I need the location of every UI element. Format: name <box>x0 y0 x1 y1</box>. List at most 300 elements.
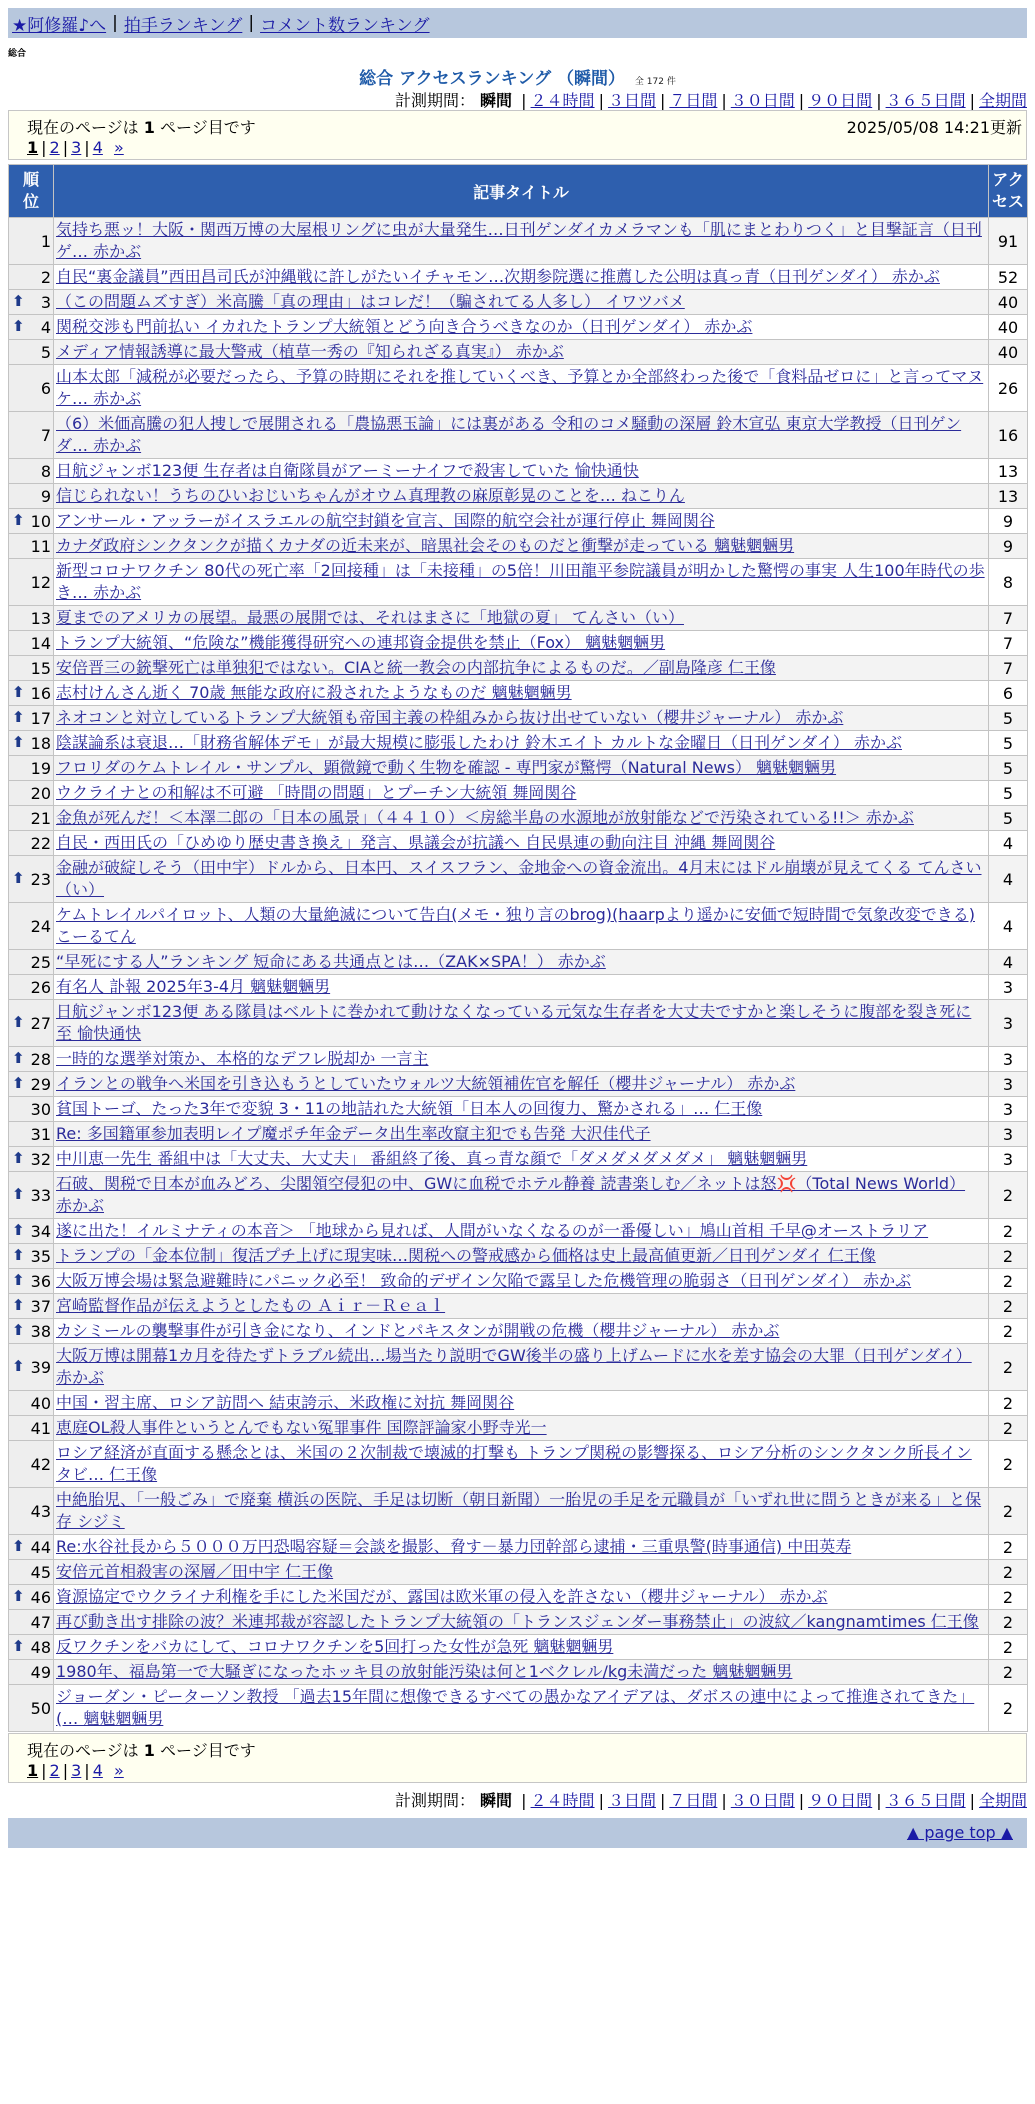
rank-cell <box>9 1560 54 1585</box>
article-link[interactable]: ウクライナとの和解は不可避 「時間の問題」とプーチン大統領 舞岡関谷 <box>56 783 577 802</box>
page-separator: | <box>84 138 90 157</box>
rank-cell <box>9 218 54 265</box>
title-cell <box>54 950 989 975</box>
rank-number: 45 <box>30 1562 51 1582</box>
title-cell <box>54 856 989 903</box>
page-link[interactable]: 4 <box>92 138 103 157</box>
article-link[interactable]: 貧国トーゴ、たった3年で変貌 3・11の地詰れた大統領「日本人の回復力、驚かされる」… 仁王像 <box>56 1099 763 1118</box>
home-link[interactable]: ★阿修羅♪へ <box>12 15 107 36</box>
title-cell <box>54 340 989 365</box>
title-cell <box>54 1488 989 1535</box>
table-row <box>9 1294 1028 1319</box>
period-separator: | <box>521 91 527 110</box>
table-row <box>9 459 1028 484</box>
access-count: 40 <box>989 315 1028 340</box>
table-row <box>9 631 1028 656</box>
rank-number: 29 <box>30 1074 51 1094</box>
period-option-link[interactable]: ３日間 <box>607 91 656 110</box>
rank-number: 1 <box>40 231 51 251</box>
table-row <box>9 1244 1028 1269</box>
page-status-current: 1 <box>143 118 155 137</box>
table-row <box>9 1219 1028 1244</box>
access-count: 2 <box>989 1535 1028 1560</box>
access-count: 2 <box>989 1560 1028 1585</box>
table-row <box>9 903 1028 950</box>
rank-cell <box>9 1344 54 1391</box>
period-option-link[interactable]: ９０日間 <box>808 1791 873 1810</box>
access-count: 7 <box>989 606 1028 631</box>
access-count: 6 <box>989 681 1028 706</box>
section-label: 総合 <box>8 49 27 59</box>
page-status-current: 1 <box>143 1741 155 1760</box>
rank-number: 7 <box>40 425 51 445</box>
article-link[interactable]: Re:水谷社長から５０００万円恐喝容疑＝会談を撮影、脅す－暴力団幹部ら逮捕・三重県警(時事通信) 中田英寿 <box>56 1537 852 1556</box>
up-arrow-icon: ⬆ <box>12 1149 25 1167</box>
article-link[interactable]: 中川恵一先生 番組中は「大丈夫、大丈夫」 番組終了後、真っ青な顔で「ダメダメダメダメ」 魑魅魍魎男 <box>56 1149 808 1168</box>
rank-cell <box>9 1535 54 1560</box>
rank-cell <box>9 1660 54 1685</box>
page-separator <box>106 138 111 157</box>
period-separator: | <box>798 91 805 110</box>
rank-cell <box>9 265 54 290</box>
access-count: 91 <box>989 218 1028 265</box>
rank-cell <box>9 1047 54 1072</box>
title-cell <box>54 656 989 681</box>
page-link[interactable]: 2 <box>49 138 60 157</box>
title-cell <box>54 731 989 756</box>
page-separator: | <box>41 1761 47 1780</box>
up-arrow-icon: ⬆ <box>12 733 25 751</box>
page-status <box>27 115 256 138</box>
article-link[interactable]: 陰謀論系は衰退…「財務省解体デモ」が最大規模に膨張したわけ 鈴木エイト カルトな金曜日（日刊ゲンダイ） 赤かぶ <box>56 733 902 752</box>
rank-cell <box>9 1391 54 1416</box>
period-option-link[interactable]: ７日間 <box>669 91 718 110</box>
table-row <box>9 1172 1028 1219</box>
page-next-link[interactable]: » <box>113 1761 124 1780</box>
article-link[interactable]: 信じられない！うちのひいおじいちゃんがオウム真理教の麻原彰晃のことを… ねこりん <box>56 486 685 505</box>
page-separator: | <box>62 1761 69 1780</box>
table-row <box>9 1660 1028 1685</box>
rank-cell <box>9 1269 54 1294</box>
rank-cell <box>9 1610 54 1635</box>
rank-number: 13 <box>30 608 51 628</box>
page-next-link[interactable]: » <box>113 138 124 157</box>
page-current: 1 <box>27 138 39 157</box>
article-link[interactable]: 関税交渉も門前払い イカれたトランプ大統領とどう向き合うべきなのか（日刊ゲンダイ） 赤かぶ <box>56 317 753 336</box>
rank-number: 17 <box>30 708 51 728</box>
rank-number: 20 <box>30 783 51 803</box>
period-option-link[interactable]: ３０日間 <box>730 91 795 110</box>
up-arrow-icon: ⬆ <box>12 1185 25 1203</box>
article-link[interactable]: カシミールの襲撃事件が引き金になり、インドとパキスタンが開戦の危機（櫻井ジャーナル） 赤かぶ <box>56 1321 780 1340</box>
table-row <box>9 365 1028 412</box>
article-link[interactable]: 日航ジャンボ123便 ある隊員はベルトに巻かれて動けなくなっている元気な生存者を大丈夫ですかと楽しそうに腹部を裂き死に至 愉快通快 <box>56 1002 972 1043</box>
page-link[interactable]: 2 <box>49 1761 60 1780</box>
rank-cell <box>9 1122 54 1147</box>
header-title: 記事タイトル <box>54 165 989 218</box>
access-count: 40 <box>989 340 1028 365</box>
rank-number: 34 <box>30 1221 51 1241</box>
article-link[interactable]: 志村けんさん逝く 70歳 無能な政府に殺されたようなものだ 魑魅魍魎男 <box>56 683 572 702</box>
rank-cell <box>9 975 54 1000</box>
title-cell <box>54 1560 989 1585</box>
article-link[interactable]: ネオコンと対立しているトランプ大統領も帝国主義の枠組みから抜け出せていない（櫻井ジャーナル） 赤かぶ <box>56 708 844 727</box>
period-option-link[interactable]: ３６５日間 <box>885 91 966 110</box>
access-count: 4 <box>989 950 1028 975</box>
article-link[interactable]: 中国・習主席、ロシア訪問へ 結束誇示、米政権に対抗 舞岡関谷 <box>56 1393 515 1412</box>
article-link[interactable]: 反ワクチンをバカにして、コロナワクチンを5回打った女性が急死 魑魅魍魎男 <box>56 1637 614 1656</box>
page-status <box>27 1738 256 1761</box>
title-cell <box>54 365 989 412</box>
title-cell <box>54 1441 989 1488</box>
period-option-link[interactable]: 全期間 <box>978 1791 1027 1810</box>
rank-number: 33 <box>30 1185 51 1205</box>
access-count: 9 <box>989 534 1028 559</box>
rank-number: 23 <box>30 869 51 889</box>
article-link[interactable]: トランプの「金本位制」復活プチ上げに現実味…関税への警戒感から価格は史上最高値更新／日刊ゲンダイ 仁王像 <box>56 1246 876 1265</box>
period-current: 瞬間 <box>480 1791 513 1810</box>
total-count: 全 172 件 <box>634 77 676 87</box>
title-cell <box>54 1097 989 1122</box>
rank-cell <box>9 459 54 484</box>
rank-cell <box>9 315 54 340</box>
table-row <box>9 1610 1028 1635</box>
title-cell <box>54 1344 989 1391</box>
page-separator: | <box>62 138 69 157</box>
article-link[interactable]: メディア情報誘導に最大警戒（植草一秀の『知られざる真実』） 赤かぶ <box>56 342 564 361</box>
rank-number: 35 <box>30 1246 51 1266</box>
table-row <box>9 559 1028 606</box>
up-arrow-icon: ⬆ <box>12 869 25 887</box>
page-link[interactable]: 3 <box>71 1761 82 1780</box>
up-arrow-icon: ⬆ <box>12 1357 25 1375</box>
page-status-prefix: 現在のページは <box>27 118 139 137</box>
rank-number: 3 <box>40 292 51 312</box>
article-link[interactable]: 石破、関税で日本が血みどろ、尖閣領空侵犯の中、GWに血税でホテル静養 読書楽しむ／ネットは怒💢（Total News World） 赤かぶ <box>56 1174 966 1215</box>
top-nav-bar <box>8 8 1027 38</box>
rank-number: 27 <box>30 1013 51 1033</box>
rank-number: 12 <box>30 572 51 592</box>
title-cell <box>54 1319 989 1344</box>
table-row <box>9 1488 1028 1535</box>
page-status-suffix: ページ目です <box>160 118 256 137</box>
rank-number: 8 <box>40 461 51 481</box>
access-count: 13 <box>989 484 1028 509</box>
table-row <box>9 412 1028 459</box>
title-cell <box>54 1244 989 1269</box>
access-count: 3 <box>989 1122 1028 1147</box>
article-link[interactable]: 再び動き出す排除の波？米連邦裁が容認したトランプ大統領の「トランスジェンダー事務禁止」の波紋／kangnamtimes 仁王像 <box>56 1612 979 1631</box>
rank-cell <box>9 1585 54 1610</box>
period-separator: | <box>521 1791 527 1810</box>
article-link[interactable]: “早死にする人”ランキング 短命にある共通点とは…（ZAK×SPA！） 赤かぶ <box>56 952 606 971</box>
rank-number: 46 <box>30 1587 51 1607</box>
title-cell <box>54 1685 989 1732</box>
table-row <box>9 265 1028 290</box>
access-count: 2 <box>989 1416 1028 1441</box>
period-option-link[interactable]: ２４時間 <box>530 91 595 110</box>
article-link[interactable]: イランとの戦争へ米国を引き込もうとしていたウォルツ大統領補佐官を解任（櫻井ジャーナル） 赤かぶ <box>56 1074 796 1093</box>
access-count: 2 <box>989 1319 1028 1344</box>
table-row <box>9 781 1028 806</box>
article-link[interactable]: フロリダのケムトレイル・サンプル、顕微鏡で動く生物を確認 - 専門家が驚愕（Natural News） 魑魅魍魎男 <box>56 758 837 777</box>
article-link[interactable]: 金魚が死んだ！＜本澤二郎の「日本の風景」（４４１０）＜房総半島の水源地が放射能などで汚染されている!!＞ 赤かぶ <box>56 808 914 827</box>
title-cell <box>54 559 989 606</box>
article-link[interactable]: 山本太郎「減税が必要だったら、予算の時期にそれを推していくべき、予算とか全部終わった後で「食料品ゼロに」と言ってマヌケ… 赤かぶ <box>56 367 984 408</box>
title-cell <box>54 806 989 831</box>
up-arrow-icon: ⬆ <box>12 1074 25 1092</box>
article-link[interactable]: （6）米価高騰の犯人捜しで展開される「農協悪玉論」には裏がある 令和のコメ騒動の深層 鈴木宣弘 東京大学教授（日刊ゲンダ… 赤かぶ <box>56 414 962 455</box>
rank-number: 26 <box>30 977 51 997</box>
rank-number: 44 <box>30 1537 51 1557</box>
article-link[interactable]: 新型コロナワクチン 80代の死亡率「2回接種」は「未接種」の5倍！川田龍平参院議員が明かした驚愕の事実 人生100年時代の歩き… 赤かぶ <box>56 561 985 602</box>
header-rank: 順位 <box>9 165 54 218</box>
title-cell <box>54 781 989 806</box>
access-count: 4 <box>989 903 1028 950</box>
access-count: 26 <box>989 365 1028 412</box>
period-option-link[interactable]: ３０日間 <box>730 1791 795 1810</box>
period-option-link[interactable]: ９０日間 <box>808 91 873 110</box>
title-cell <box>54 1635 989 1660</box>
article-link[interactable]: 自民“裏金議員”西田昌司氏が沖縄戦に許しがたいイチャモン…次期参院選に推薦した公明は真っ青（日刊ゲンダイ） 赤かぶ <box>56 267 940 286</box>
up-arrow-icon: ⬆ <box>12 1637 25 1655</box>
title-cell <box>54 1147 989 1172</box>
table-row <box>9 218 1028 265</box>
table-row <box>9 975 1028 1000</box>
table-row <box>9 1122 1028 1147</box>
period-separator: | <box>969 1791 975 1810</box>
article-link[interactable]: ロシア経済が直面する懸念とは、米国の２次制裁で壊滅的打撃も トランプ関税の影響探る、ロシア分析のシンクタンク所長インタビ… 仁王像 <box>56 1443 972 1484</box>
title-cell <box>54 290 989 315</box>
article-link[interactable]: ケムトレイルパイロット、人類の大量絶滅について告白(メモ・独り言のbrog)(haarpより遥かに安価で短時間で気象改変できる) こーるてん <box>56 905 975 946</box>
period-option-link[interactable]: 全期間 <box>978 91 1027 110</box>
access-count: 2 <box>989 1610 1028 1635</box>
rank-cell <box>9 1072 54 1097</box>
title-cell <box>54 1660 989 1685</box>
article-link[interactable]: 中絶胎児、「一般ごみ」で廃棄 横浜の医院、手足は切断（朝日新聞）一胎児の手足を元職員が「いずれ世に問うときが来る」と保存 シジミ <box>56 1490 982 1531</box>
up-arrow-icon: ⬆ <box>12 292 25 310</box>
article-link[interactable]: 安倍晋三の銃撃死亡は単独犯ではない。CIAと統一教会の内部抗争によるものだ。／副島隆彦 仁王像 <box>56 658 776 677</box>
title-cell <box>54 218 989 265</box>
ranking-table <box>8 164 1028 1732</box>
article-link[interactable]: 一時的な選挙対策か、本格的なデフレ脱却か 一言主 <box>56 1049 429 1068</box>
rank-cell <box>9 631 54 656</box>
period-option-link[interactable]: ７日間 <box>669 1791 718 1810</box>
rank-cell <box>9 1635 54 1660</box>
page-separator: | <box>41 138 47 157</box>
rank-cell <box>9 534 54 559</box>
rank-number: 11 <box>30 536 51 556</box>
up-arrow-icon: ⬆ <box>12 1271 25 1289</box>
table-row <box>9 656 1028 681</box>
rank-number: 38 <box>30 1321 51 1341</box>
table-row <box>9 1585 1028 1610</box>
rank-number: 15 <box>30 658 51 678</box>
up-arrow-icon: ⬆ <box>12 511 25 529</box>
period-separator: | <box>721 1791 727 1810</box>
rank-cell <box>9 1147 54 1172</box>
title-cell <box>54 1391 989 1416</box>
table-row <box>9 290 1028 315</box>
rank-cell <box>9 290 54 315</box>
rank-number: 16 <box>30 683 51 703</box>
title-cell <box>54 903 989 950</box>
ranking-title: 総合 アクセスランキング （瞬間） <box>359 69 625 89</box>
page-title <box>0 64 1035 89</box>
article-link[interactable]: ジョーダン・ピーターソン教授 「過去15年間に想像できるすべての愚かなアイデアは、ダボスの連中によって推進されてきた」(… 魑魅魍魎男 <box>56 1687 975 1728</box>
rank-cell <box>9 1244 54 1269</box>
rank-cell <box>9 1294 54 1319</box>
page-separator <box>106 1761 111 1780</box>
rank-number: 6 <box>40 378 51 398</box>
rank-number: 19 <box>30 758 51 778</box>
rank-number: 4 <box>40 317 51 337</box>
applause-ranking-link[interactable]: 拍手ランキング <box>123 15 243 36</box>
up-arrow-icon: ⬆ <box>12 317 25 335</box>
title-cell <box>54 509 989 534</box>
rank-number: 32 <box>30 1149 51 1169</box>
article-link[interactable]: 安倍元首相殺害の深層／田中宇 仁王像 <box>56 1562 334 1581</box>
table-row <box>9 1535 1028 1560</box>
table-row <box>9 1047 1028 1072</box>
article-link[interactable]: 恵庭OL殺人事件というとんでもない冤罪事件 国際評論家小野寺光一 <box>56 1418 547 1437</box>
page-separator: | <box>84 1761 90 1780</box>
access-count: 4 <box>989 831 1028 856</box>
article-link[interactable]: トランプ大統領、“危険な”機能獲得研究への連邦資金提供を禁止（Fox） 魑魅魍魎男 <box>56 633 666 652</box>
article-link[interactable]: 宮崎監督作品が伝えようとしたもの Ａｉｒ－Ｒｅａｌ <box>56 1296 446 1315</box>
article-link[interactable]: 有名人 訃報 2025年3-4月 魑魅魍魎男 <box>56 977 331 996</box>
period-option-link[interactable]: ３日間 <box>607 1791 656 1810</box>
title-cell <box>54 1294 989 1319</box>
rank-cell <box>9 781 54 806</box>
article-link[interactable]: 日航ジャンボ123便 生存者は自衛隊員がアーミーナイフで殺害していた 愉快通快 <box>56 461 639 480</box>
rank-number: 48 <box>30 1637 51 1657</box>
period-option-link[interactable]: ３６５日間 <box>885 1791 966 1810</box>
pagination-bottom <box>27 1761 124 1780</box>
table-row <box>9 1344 1028 1391</box>
rank-cell <box>9 1097 54 1122</box>
page-info-top <box>8 110 1027 160</box>
rank-cell <box>9 1441 54 1488</box>
access-count: 8 <box>989 559 1028 606</box>
rank-cell <box>9 606 54 631</box>
rank-number: 50 <box>30 1698 51 1718</box>
page-status-suffix: ページ目です <box>160 1741 256 1760</box>
page-link[interactable]: 3 <box>71 138 82 157</box>
article-link[interactable]: 夏までのアメリカの展望。最悪の展開では、それはまさに「地獄の夏」 てんさい（い） <box>56 608 684 627</box>
up-arrow-icon: ⬆ <box>12 1049 25 1067</box>
table-row <box>9 950 1028 975</box>
title-cell <box>54 1535 989 1560</box>
access-count: 2 <box>989 1219 1028 1244</box>
access-count: 2 <box>989 1660 1028 1685</box>
article-link[interactable]: 気持ち悪ッ！大阪・関西万博の大屋根リングに虫が大量発生…日刊ゲンダイカメラマンも「肌にまとわりつく」と目撃証言（日刊ゲ… 赤かぶ <box>56 220 982 261</box>
article-link[interactable]: 金融が破綻しそう（田中宇）ドルから、日本円、スイスフラン、金地金への資金流出。4月末にはドル崩壊が見えてくる てんさい（い） <box>56 858 982 899</box>
table-row <box>9 1635 1028 1660</box>
comment-ranking-link[interactable]: コメント数ランキング <box>260 15 430 36</box>
rank-cell <box>9 656 54 681</box>
rank-cell <box>9 1488 54 1535</box>
page-top-link[interactable]: ▲ page top ▲ <box>906 1823 1013 1842</box>
rank-cell <box>9 950 54 975</box>
table-row <box>9 1269 1028 1294</box>
rank-cell <box>9 856 54 903</box>
title-cell <box>54 1219 989 1244</box>
table-row <box>9 1072 1028 1097</box>
access-count: 2 <box>989 1172 1028 1219</box>
period-option-link[interactable]: ２４時間 <box>530 1791 595 1810</box>
article-link[interactable]: Re: 多国籍軍参加表明レイプ魔ポチ年金データ出生率改竄主犯でも告発 大沢佳代子 <box>56 1124 651 1143</box>
access-count: 2 <box>989 1294 1028 1319</box>
access-count: 5 <box>989 731 1028 756</box>
rank-cell <box>9 365 54 412</box>
access-count: 5 <box>989 706 1028 731</box>
access-count: 3 <box>989 1147 1028 1172</box>
title-cell <box>54 1122 989 1147</box>
title-cell <box>54 631 989 656</box>
nav-separator: | <box>248 13 255 33</box>
period-separator: | <box>798 1791 805 1810</box>
table-row <box>9 756 1028 781</box>
table-row <box>9 731 1028 756</box>
rank-number: 9 <box>40 486 51 506</box>
article-link[interactable]: 遂に出た！イルミナティの本音＞ 「地球から見れば、人間がいなくなるのが一番優しい」鳩山首相 千早@オーストラリア <box>56 1221 929 1240</box>
access-count: 4 <box>989 856 1028 903</box>
article-link[interactable]: 大阪万博は開幕1カ月を待たずトラブル続出…場当たり説明でGW後半の盛り上げムードに水を差す協会の大罪（日刊ゲンダイ） 赤かぶ <box>56 1346 972 1387</box>
title-cell <box>54 681 989 706</box>
up-arrow-icon: ⬆ <box>12 1221 25 1239</box>
rank-cell <box>9 831 54 856</box>
title-cell <box>54 1269 989 1294</box>
rank-number: 28 <box>30 1049 51 1069</box>
article-link[interactable]: （この問題ムズすぎ）米高騰「真の理由」はコレだ！（騙されてる人多し） イワツバメ <box>56 292 685 311</box>
access-count: 2 <box>989 1488 1028 1535</box>
access-count: 40 <box>989 290 1028 315</box>
period-separator: | <box>876 1791 882 1810</box>
rank-number: 18 <box>30 733 51 753</box>
article-link[interactable]: 大阪万博会場は緊急避難時にパニック必至！ 致命的デザイン欠陥で露呈した危機管理の脆弱さ（日刊ゲンダイ） 赤かぶ <box>56 1271 912 1290</box>
ranking-table-body <box>9 218 1028 1732</box>
page-link[interactable]: 4 <box>92 1761 103 1780</box>
table-row <box>9 1147 1028 1172</box>
table-row <box>9 1416 1028 1441</box>
table-row <box>9 706 1028 731</box>
access-count: 2 <box>989 1269 1028 1294</box>
access-count: 3 <box>989 1097 1028 1122</box>
article-link[interactable]: 自民・西田氏の「ひめゆり歴史書き換え」発言、県議会が抗議へ 自民県連の動向注目 沖縄 舞岡関谷 <box>56 833 776 852</box>
article-link[interactable]: 1980年、福島第一で大騒ぎになったホッキ貝の放射能汚染は何と1ベクレル/kg未満だった 魑魅魍魎男 <box>56 1662 793 1681</box>
rank-cell <box>9 806 54 831</box>
article-link[interactable]: 資源協定でウクライナ利権を手にした米国だが、露国は欧米軍の侵入を許さない（櫻井ジャーナル） 赤かぶ <box>56 1587 828 1606</box>
article-link[interactable]: カナダ政府シンクタンクが描くカナダの近未来が、暗黒社会そのものだと衝撃が走っている 魑魅魍魎男 <box>56 536 795 555</box>
access-count: 9 <box>989 509 1028 534</box>
table-row <box>9 340 1028 365</box>
rank-cell <box>9 340 54 365</box>
article-link[interactable]: アンサール・アッラーがイスラエルの航空封鎖を宣言、国際的航空会社が運行停止 舞岡関谷 <box>56 511 715 530</box>
period-label: 計測期間： <box>394 91 475 110</box>
title-cell <box>54 831 989 856</box>
period-separator: | <box>598 91 604 110</box>
rank-number: 21 <box>30 808 51 828</box>
table-row <box>9 1097 1028 1122</box>
rank-cell <box>9 1219 54 1244</box>
table-row <box>9 315 1028 340</box>
rank-cell <box>9 559 54 606</box>
access-count: 3 <box>989 1000 1028 1047</box>
access-count: 16 <box>989 412 1028 459</box>
access-count: 3 <box>989 1047 1028 1072</box>
access-count: 2 <box>989 1585 1028 1610</box>
